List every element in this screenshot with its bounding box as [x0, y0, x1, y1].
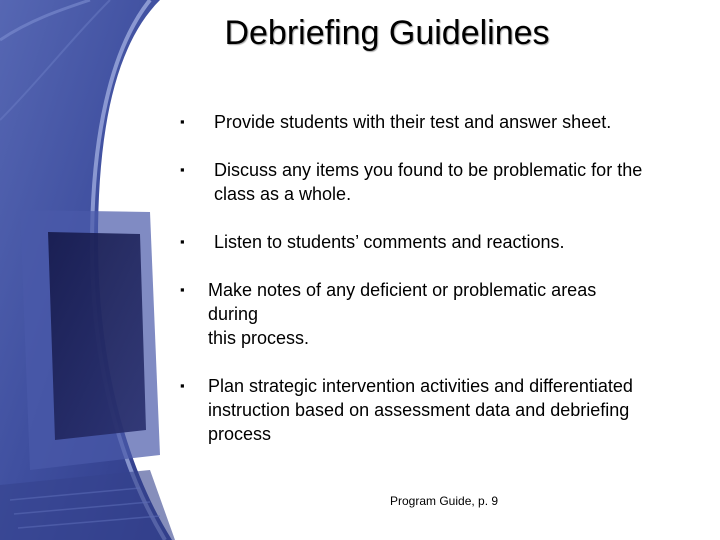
bullet-icon: ▪ [180, 378, 185, 393]
bullet-text: Make notes of any deficient or problematic areas during this process. [208, 280, 597, 348]
slide-title: Debriefing Guidelines [224, 14, 550, 52]
bullet-text: Plan strategic intervention activities and differentiated instruction based on assessment data and debriefing process [208, 376, 633, 444]
bullet-text: Provide students with their test and answer sheet. [214, 112, 612, 132]
bullet-icon: ▪ [180, 234, 185, 249]
bullet-icon: ▪ [180, 162, 185, 177]
bullet-icon: ▪ [180, 282, 185, 297]
bullet-icon: ▪ [180, 114, 185, 129]
footer-reference: Program Guide, p. 9 [390, 494, 499, 508]
bullet-text: Listen to students’ comments and reactions. [214, 232, 565, 252]
bullet-text: Discuss any items you found to be problematic for the class as a whole. [214, 160, 643, 204]
